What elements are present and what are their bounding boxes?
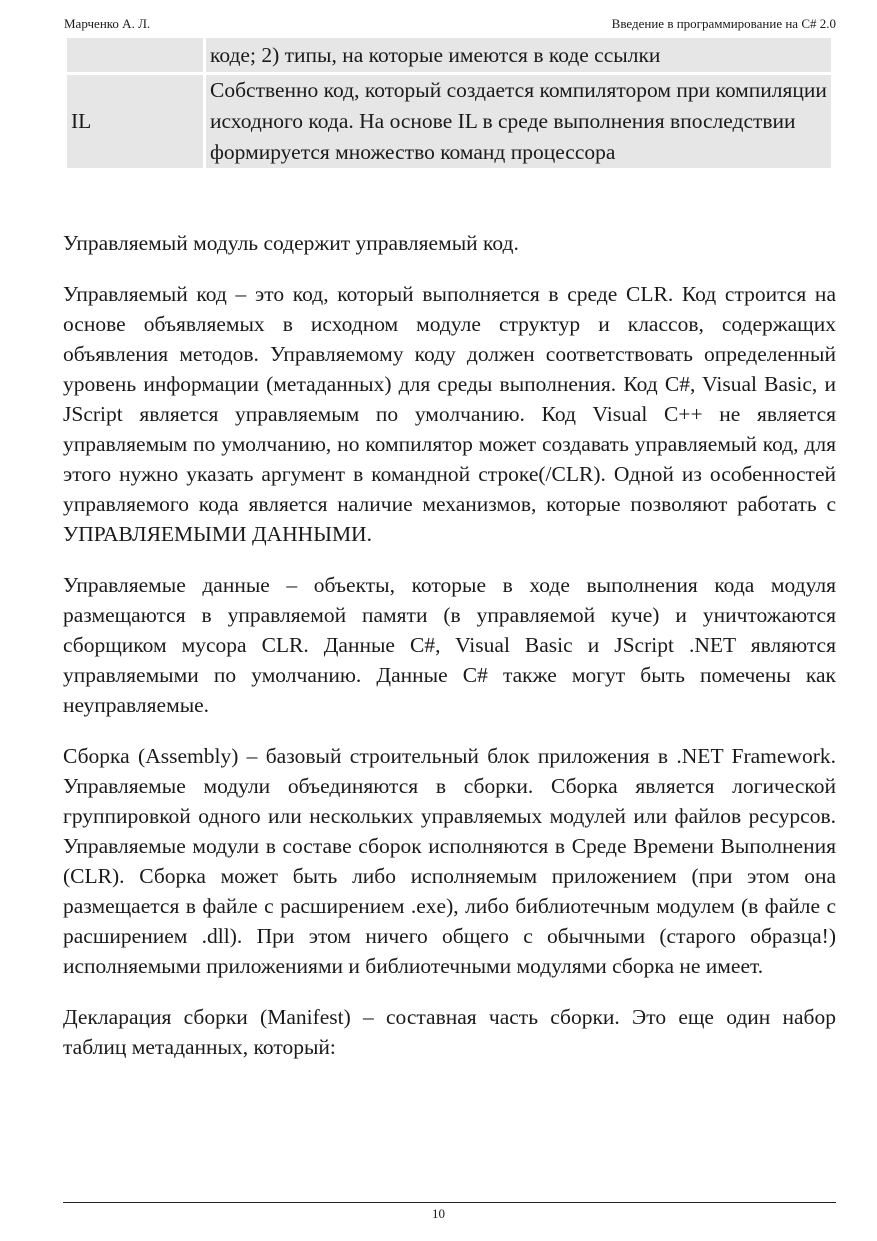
header-author: Марченко А. Л. [64,16,151,31]
paragraph: Управляемые данные – объекты, которые в ходе выполнения кода модуля размещаются в управляемой памяти (в управляемой куче) и уничтожаются сборщиком мусора CLR. Данные C#, Visual Basic и JScript .NET являются управляемыми по умолчанию. Данные C# также могут быть помечены как неуправляемые. [63,573,836,717]
table-row [67,38,831,72]
table-cell-description: коде; 2) типы, на которые имеются в коде ссылки [206,38,831,72]
table-cell-description: Собственно код, который создается компилятором при компиляции исходного кода. На основе IL в среде выполнения впоследствии формируется множество команд процессора [206,75,831,168]
paragraph: Декларация сборки (Manifest) – составная часть сборки. Это еще один набор таблиц метаданных, который: [63,1005,836,1059]
paragraph: Управляемый код – это код, который выполняется в среде CLR. Код строится на основе объявляемых в исходном модуле структур и классов, содержащих объявления методов. Управляемому коду должен соответствовать определенный уровень информации (метаданных) для среды выполнения. Код C#, Visual Basic, и JScript является управляемым по умолчанию. Код Visual C++ не является управляемым по умолчанию, но компилятор может создавать управляемый код, для этого нужно указать аргумент в командной строке(/CLR). Одной из особенностей управляемого кода является наличие механизмов, которые позволяют работать с УПРАВЛЯЕМЫМИ ДАННЫМИ. [63,282,836,546]
paragraph: Сборка (Assembly) – базовый строительный блок приложения в .NET Framework. Управляемые модули объединяются в сборки. Сборка является логической группировкой одного или нескольких управляемых модулей или файлов ресурсов. Управляемые модули в составе сборок исполняются в Среде Времени Выполнения (CLR). Сборка может быть либо исполняемым приложением (при этом она размещается в файле с расширением .exe), либо библиотечным модулем (в файле с расширением .dll). При этом ничего общего с обычными (старого образца!) исполняемыми приложениями и библиотечными модулями сборка не имеет. [63,744,836,978]
header-book-title: Введение в программирование на C# 2.0 [611,16,836,31]
page-number: 10 [432,1206,445,1221]
body-text [63,228,836,1083]
definitions-table [64,35,834,171]
paragraph: Управляемый модуль содержит управляемый код. [63,231,519,255]
table-cell-term: IL [67,75,203,168]
table-row [67,75,831,168]
table-cell-term [67,38,203,72]
footer-divider [63,1202,836,1203]
page-header [64,16,836,36]
